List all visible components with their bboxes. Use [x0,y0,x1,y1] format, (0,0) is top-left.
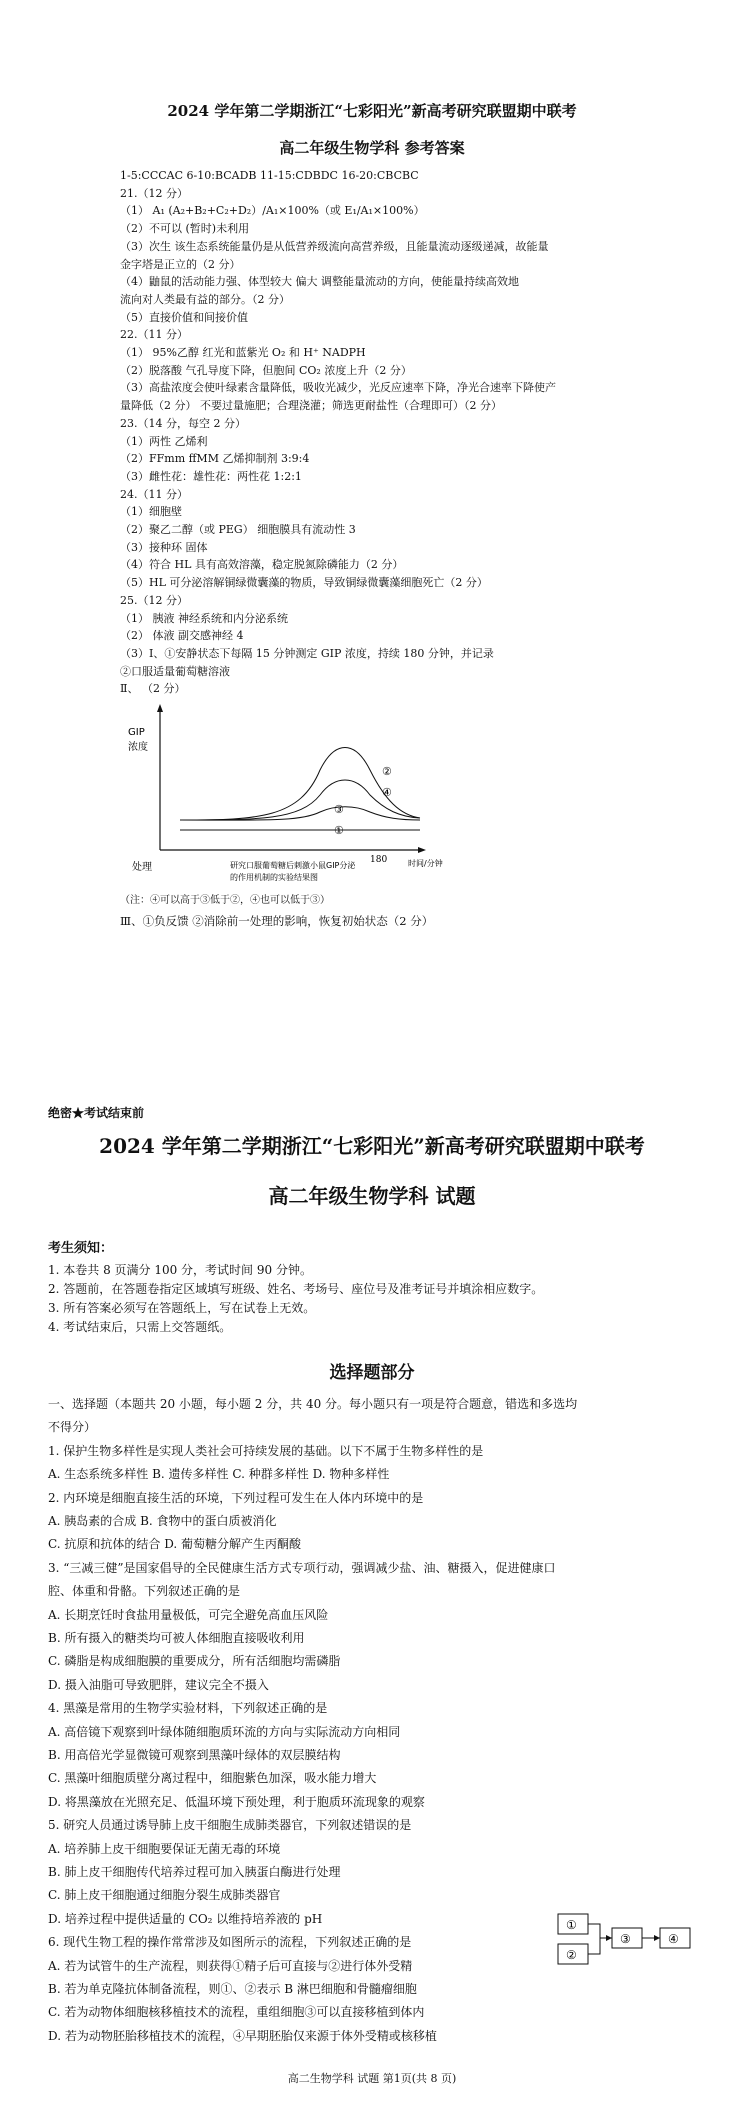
text-line: 2. 答题前，在答题卷指定区域填写班级、姓名、考场号、座位号及准考证号并填涂相应数字。 [48,1282,544,1296]
text-line: 1. 保护生物多样性是实现人类社会可持续发展的基础。以下不属于生物多样性的是 [48,1443,484,1458]
graph-caption-2: 的作用机制的实验结果图 [230,873,318,882]
text-line: C. 抗原和抗体的结合 D. 葡萄糖分解产生丙酮酸 [48,1537,302,1552]
curve-label-1: ① [334,824,344,837]
text-line: （1） 95%乙醇 红光和蓝紫光 O₂ 和 H⁺ NADPH [120,346,366,359]
graph-ylabel-2: 浓度 [128,742,148,753]
text-line: （1）两性 乙烯利 [120,434,208,448]
text-line: C. 若为动物体细胞核移植技术的流程，重组细胞③可以直接移植到体内 [48,2005,425,2020]
text-line: （3）次生 该生态系统能量仍是从低营养级流向高营养级，且能量流动逐级递减，故能量 [120,239,549,253]
text-line: D. 若为动物胚胎移植技术的流程，④早期胚胎仅来源于体外受精或核移植 [48,2028,437,2043]
text-line: 4. 考试结束后，只需上交答题纸。 [48,1320,232,1334]
notice-head: 考生须知： [48,1241,114,1256]
text-line: A. 生态系统多样性 B. 遗传多样性 C. 种群多样性 D. 物种多样性 [48,1467,390,1482]
graph-note: （注：④可以高于③低于②，④也可以低于③） [120,895,330,906]
text-line: （1）细胞壁 [120,505,182,519]
graph-caption-1: 研究口服葡萄糖后刺激小鼠GIP分泌 [230,861,356,870]
secret-label: 绝密★考试结束前 [48,1106,145,1120]
graph-ylabel-1: GIP [128,727,145,738]
answer-title: 2024 学年第二学期浙江“七彩阳光”新高考研究联盟期中联考 [167,102,577,120]
gip-graph [120,700,450,900]
flow-node-1: ① [566,1918,577,1932]
text-line: A. 高倍镜下观察到叶绿体随细胞质环流的方向与实际流动方向相同 [48,1724,401,1739]
text-line: C. 黑藻叶细胞质壁分离过程中，细胞紫色加深，吸水能力增大 [48,1771,377,1786]
text-line: 1. 本卷共 8 页满分 100 分，考试时间 90 分钟。 [48,1263,312,1277]
text-line: D. 培养过程中提供适量的 CO₂ 以维持培养液的 pH [48,1911,323,1926]
text-line: 不得分） [48,1420,97,1435]
flow-node-3: ③ [620,1932,631,1946]
text-line: （4）鼬鼠的活动能力强、体型较大 偏大 调整能量流动的方向，使能量持续高效地 [120,275,519,289]
text-line: Ⅱ、 （2 分） [120,682,186,696]
text-line: 25.（12 分） [120,593,188,607]
flow-node-2: ② [566,1948,577,1962]
curve-label-2: ② [382,765,392,778]
text-line: B. 若为单克隆抗体制备流程，则①、②表示 B 淋巴细胞和骨髓瘤细胞 [48,1982,417,1996]
text-line: 1-5:CCCAC 6-10:BCADB 11-15:CDBDC 16-20:CBCBC [120,169,419,182]
text-line: 3. “三减三健”是国家倡导的全民健康生活方式专项行动，强调减少盐、油、糖摄入，促进健康口 [48,1560,556,1575]
text-line: （2） 体液 副交感神经 4 [120,629,244,643]
text-line: ②口服适量葡萄糖溶液 [120,664,230,678]
text-line: 21.（12 分） [120,186,188,200]
text-line: A. 胰岛素的合成 B. 食物中的蛋白质被消化 [48,1514,277,1528]
text-line: C. 肺上皮干细胞通过细胞分裂生成肺类器官 [48,1888,281,1903]
text-line: （2）FFmm ffMM 乙烯抑制剂 3:9:4 [120,452,310,466]
text-line: A. 培养肺上皮干细胞要保证无菌无毒的环境 [48,1841,281,1856]
text-line: （2）不可以 (暂时)未利用 [120,222,250,236]
text-line: （3）雌性花：雄性花：两性花 1:2:1 [120,469,302,483]
curve-label-4: ④ [382,786,392,799]
text-line: C. 磷脂是构成细胞膜的重要成分，所有活细胞均需磷脂 [48,1654,341,1669]
text-line: （1） A₁ (A₂+B₂+C₂+D₂）/A₁×100%（或 E₁/A₁×100%） [120,204,425,218]
flow-diagram [556,1910,696,1970]
answer-last-line: Ⅲ、①负反馈 ②消除前一处理的影响，恢复初始状态（2 分） [120,914,434,928]
section-title: 选择题部分 [329,1363,415,1383]
text-line: D. 将黑藻放在光照充足、低温环境下预处理，利于胞质环流现象的观察 [48,1794,425,1809]
text-line: B. 肺上皮干细胞传代培养过程可加入胰蛋白酶进行处理 [48,1865,341,1879]
graph-origin-label: 处理 [132,862,152,873]
text-line: （4）符合 HL 具有高效溶藻，稳定脱氮除磷能力（2 分） [120,558,404,572]
text-line: （1） 胰液 神经系统和内分泌系统 [120,611,288,625]
text-line: （3）Ⅰ、①安静状态下每隔 15 分钟测定 GIP 浓度，持续 180 分钟，并记录 [120,646,494,660]
text-line: （2）聚乙二醇（或 PEG） 细胞膜具有流动性 3 [120,523,356,536]
curve-label-3: ③ [334,803,344,816]
text-line: 22.（11 分） [120,328,188,342]
exam-subtitle: 高二年级生物学科 试题 [268,1184,476,1208]
curve-3 [180,807,420,820]
flow-node-4: ④ [668,1932,679,1946]
text-line: 23.（14 分，每空 2 分） [120,416,246,430]
text-line: （5）直接价值和间接价值 [120,310,248,324]
text-line: 24.（11 分） [120,487,188,501]
graph-x-end: 180 [370,855,388,865]
exam-title: 2024 学年第二学期浙江“七彩阳光”新高考研究联盟期中联考 [99,1134,645,1158]
text-line: 金字塔是正立的（2 分） [120,257,241,271]
graph-xlabel: 时间/分钟 [408,859,443,868]
text-line: D. 摄入油脂可导致肥胖，建议完全不摄入 [48,1677,269,1692]
text-line: B. 所有摄入的糖类均可被人体细胞直接吸收利用 [48,1631,305,1645]
text-line: （2）脱落酸 气孔导度下降，但胞间 CO₂ 浓度上升（2 分） [120,363,412,377]
text-line: A. 若为试管牛的生产流程，则获得①精子后可直接与②进行体外受精 [48,1958,413,1973]
text-line: 流向对人类最有益的部分。（2 分） [120,292,290,306]
text-line: 2. 内环境是细胞直接生活的环境，下列过程可发生在人体内环境中的是 [48,1490,424,1505]
text-line: （3）接种环 固体 [120,540,208,554]
page-footer: 高二生物学科 试题 第1页(共 8 页) [287,2072,457,2085]
answer-subtitle: 高二年级生物学科 参考答案 [279,139,465,157]
text-line: B. 用高倍光学显微镜可观察到黑藻叶绿体的双层膜结构 [48,1748,341,1762]
text-line: 3. 所有答案必须写在答题纸上，写在试卷上无效。 [48,1301,316,1315]
text-line: （5）HL 可分泌溶解铜绿微囊藻的物质，导致铜绿微囊藻细胞死亡（2 分） [120,576,488,590]
text-line: 6. 现代生物工程的操作常常涉及如图所示的流程，下列叙述正确的是 [48,1935,412,1950]
text-line: 4. 黑藻是常用的生物学实验材料，下列叙述正确的是 [48,1701,328,1716]
text-line: 一、选择题（本题共 20 小题，每小题 2 分，共 40 分。每小题只有一项是符合题意，错选和多选均 [48,1397,578,1411]
text-line: 5. 研究人员通过诱导肺上皮干细胞生成肺类器官，下列叙述错误的是 [48,1818,412,1833]
text-line: A. 长期烹饪时食盐用量极低，可完全避免高血压风险 [48,1607,329,1622]
text-line: （3）高盐浓度会使叶绿素含量降低，吸收光减少，光反应速率下降，净光合速率下降使产 [120,381,556,395]
text-line: 腔、体重和骨骼。下列叙述正确的是 [48,1584,241,1599]
text-line: 量降低（2 分） 不要过量施肥；合理浇灌；筛选更耐盐性（合理即可）（2 分） [120,399,502,413]
